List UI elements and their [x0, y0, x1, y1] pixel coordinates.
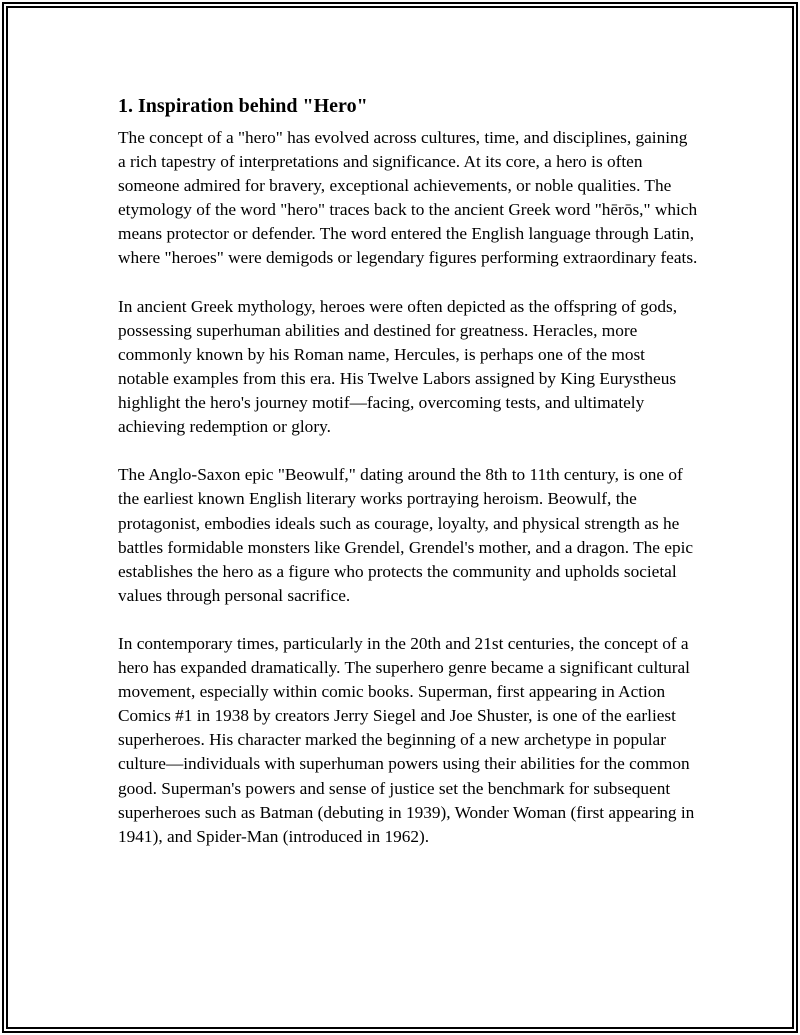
paragraph-beowulf: The Anglo-Saxon epic "Beowulf," dating around the 8th to 11th century, is one of the earliest known English literary works portraying heroism. Beowulf, the protagonist, embodies ideals such as courage, loyalty, and physical strength as he battles formidable monsters like Grendel, Grendel's mother, and a dragon. The epic establishes the hero as a figure who protects the community and upholds societal values through personal sacrifice.	[118, 465, 694, 605]
paragraph-greek-mythology: In ancient Greek mythology, heroes were often depicted as the offspring of gods, possessing superhuman abilities and destined for greatness. Heracles, more commonly known by his Roman name, Hercules, is perhaps one of the most notable examples from this era. His Twelve Labors assigned by King Eurystheus highlight the hero's journey motif—facing, overcoming tests, and ultimately achieving redemption or glory.	[118, 296, 678, 437]
paragraph-superheroes: In contemporary times, particularly in the 20th and 21st centuries, the concept of a hero has expanded dramatically. The superhero genre became a significant cultural movement, especially within comic books. Superman, first appearing in Action Comics #1 in 1938 by creators Jerry Siegel and Joe Shuster, is one of the earliest superheroes. His character marked the beginning of a new archetype in popular culture—individuals with superhuman powers using their abilities for the common good. Superman's powers and sense of justice set the benchmark for subsequent superheroes such as Batman (debuting in 1939), Wonder Woman (first appearing in 1941), and Spider-Man (introduced in 1962).	[118, 633, 695, 846]
paragraph-etymology: The concept of a "hero" has evolved across cultures, time, and disciplines, gaining a rich tapestry of interpretations and significance. At its core, a hero is often someone admired for bravery, exceptional achievements, or noble qualities. The etymology of the word "hero" traces back to the ancient Greek word "hērōs," which means protector or defender. The word entered the English language through Latin, where "heroes" were demigods or legendary figures performing extraordinary feats.	[118, 128, 698, 268]
document-body	[118, 93, 698, 849]
section-heading: 1. Inspiration behind "Hero"	[118, 95, 368, 117]
